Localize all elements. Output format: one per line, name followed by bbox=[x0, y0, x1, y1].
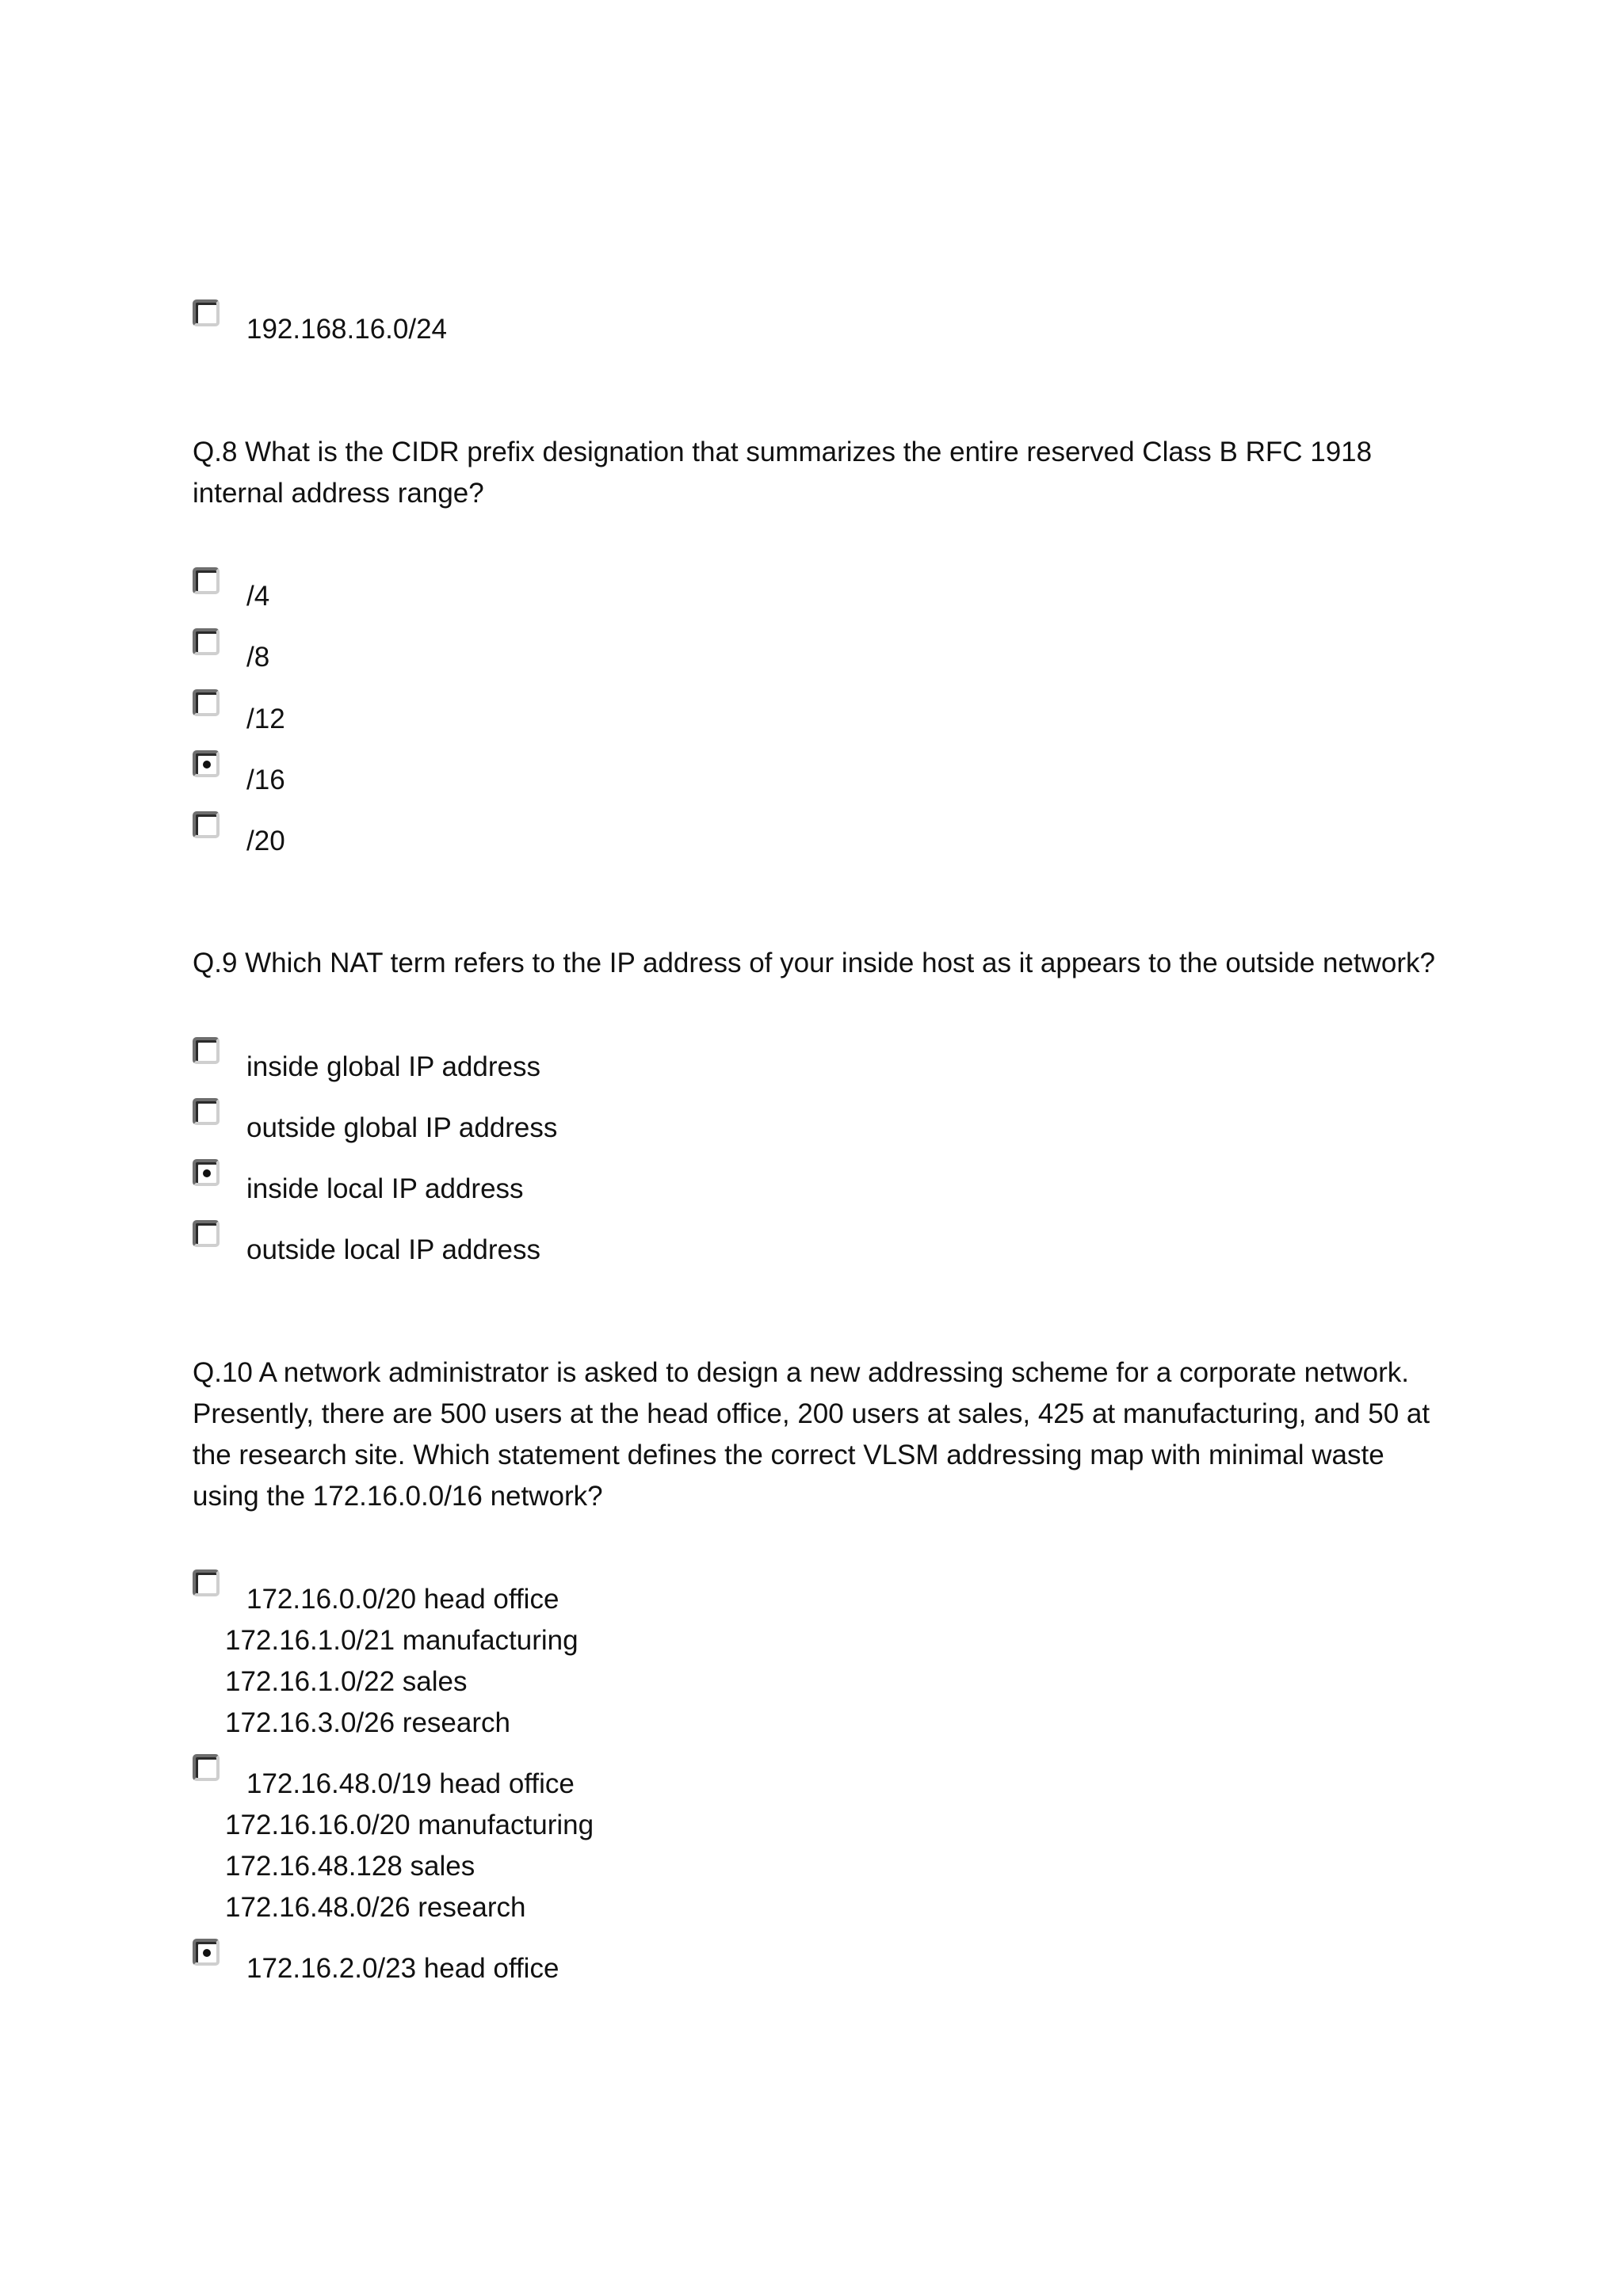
option-label: /20 bbox=[246, 826, 285, 856]
radio-button[interactable] bbox=[193, 628, 220, 655]
option-label: /16 bbox=[246, 765, 285, 795]
radio-button[interactable] bbox=[193, 299, 220, 326]
radio-dot-icon bbox=[203, 1949, 211, 1957]
option-label: 172.16.0.0/20 head office bbox=[246, 1584, 559, 1615]
radio-button[interactable] bbox=[193, 689, 220, 716]
radio-button[interactable] bbox=[193, 1754, 220, 1781]
option-label: inside global IP address bbox=[246, 1051, 540, 1082]
option-line: 172.16.48.0/26 research bbox=[225, 1892, 526, 1923]
radio-button[interactable] bbox=[193, 567, 220, 594]
option-label: inside local IP address bbox=[246, 1173, 524, 1204]
option-label: outside local IP address bbox=[246, 1234, 540, 1265]
radio-button[interactable] bbox=[193, 1037, 220, 1064]
option-label: outside global IP address bbox=[246, 1112, 558, 1143]
radio-button[interactable] bbox=[193, 1569, 220, 1596]
option-label: /4 bbox=[246, 581, 270, 612]
radio-button[interactable] bbox=[193, 1098, 220, 1125]
option-line: 172.16.48.128 sales bbox=[225, 1851, 475, 1882]
radio-button[interactable] bbox=[193, 1220, 220, 1247]
option-label: 192.168.16.0/24 bbox=[246, 314, 448, 345]
radio-button-selected[interactable] bbox=[193, 750, 220, 777]
radio-button[interactable] bbox=[193, 811, 220, 838]
radio-button-selected[interactable] bbox=[193, 1159, 220, 1186]
option-line: 172.16.3.0/26 research bbox=[225, 1707, 510, 1738]
option-line: 172.16.1.0/22 sales bbox=[225, 1666, 468, 1697]
radio-dot-icon bbox=[203, 1169, 211, 1177]
option-label: 172.16.48.0/19 head office bbox=[246, 1768, 575, 1799]
option-line: 172.16.16.0/20 manufacturing bbox=[225, 1810, 594, 1840]
question-8-text: Q.8 What is the CIDR prefix designation that summarizes the entire reserved Class B RFC 1918 internal address range? bbox=[193, 437, 1373, 509]
radio-dot-icon bbox=[203, 761, 211, 769]
question-10-text: Q.10 A network administrator is asked to design a new addressing scheme for a corporate network. Presently, there are 500 users at the head office, 200 users at sales, 425 at manufacturing, and 50 at the research site. Which statement defines the correct VLSM addressing map with minimal waste using the 172.16.0.0/16 network? bbox=[193, 1357, 1430, 1512]
option-label: /8 bbox=[246, 642, 270, 673]
radio-button-selected[interactable] bbox=[193, 1939, 220, 1966]
option-label: 172.16.2.0/23 head office bbox=[246, 1953, 559, 1984]
option-label: /12 bbox=[246, 704, 285, 734]
option-line: 172.16.1.0/21 manufacturing bbox=[225, 1625, 579, 1656]
question-9-text: Q.9 Which NAT term refers to the IP address of your inside host as it appears to the outside network? bbox=[193, 948, 1435, 978]
